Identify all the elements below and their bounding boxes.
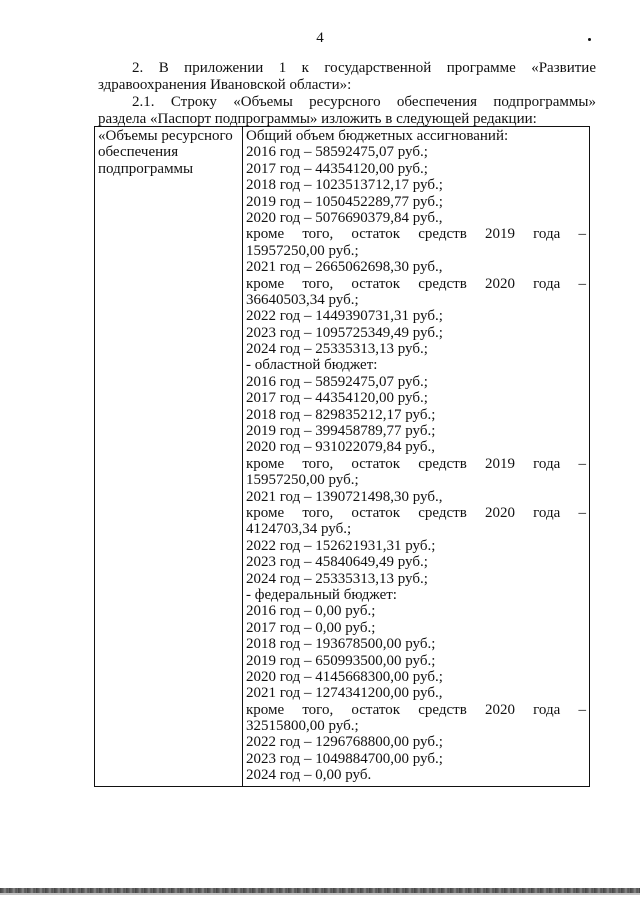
paragraph-2-1 [98, 94, 596, 128]
content-line: 2020 год – 931022079,84 руб., [246, 439, 435, 456]
word: программе [446, 60, 516, 76]
word: года [533, 226, 561, 243]
word: 2019 [484, 455, 515, 472]
content-line: 2020 год – 5076690379,84 руб., [246, 209, 443, 226]
content-line: 2023 год – 1049884700,00 руб.; [246, 750, 443, 767]
content-line: 15957250,00 руб.; [246, 472, 359, 489]
word: «Объемы [233, 94, 293, 110]
content-line: 36640503,34 руб.; [246, 291, 359, 308]
content-line: 2019 год – 650993500,00 руб.; [246, 652, 436, 669]
word: ресурсного [309, 94, 381, 110]
content-line: 2019 год – 399458789,77 руб.; [246, 423, 436, 440]
resource-label-cell [95, 127, 243, 787]
word: приложении [184, 60, 264, 76]
content-line: 15957250,00 руб.; [246, 242, 359, 259]
content-line: 2017 год – 44354120,00 руб.; [246, 390, 428, 407]
content-line: 2017 год – 0,00 руб.; [246, 619, 376, 636]
word: средств [418, 455, 467, 472]
label-line: обеспечения [98, 144, 179, 161]
word: года [533, 455, 561, 472]
word: года [533, 504, 561, 521]
content-line: 2023 год – 45840649,49 руб.; [246, 554, 428, 571]
word: кроме [246, 275, 285, 292]
label-line: подпрограммы [98, 160, 194, 177]
word: года [533, 701, 561, 718]
word: 2019 [484, 226, 515, 243]
scan-bottom-edge-shadow [0, 893, 640, 895]
word: 2020 [484, 701, 515, 718]
content-line: 2021 год – 2665062698,30 руб., [246, 259, 443, 276]
word: – [578, 275, 586, 292]
content-line: 2021 год – 1390721498,30 руб., [246, 488, 443, 505]
content-line: 2017 год – 44354120,00 руб.; [246, 160, 428, 177]
word: обеспечения [396, 94, 478, 110]
content-line: 2020 год – 4145668300,00 руб.; [246, 668, 443, 685]
word: 2020 [484, 275, 515, 292]
word: В [158, 60, 169, 76]
word: – [578, 455, 586, 472]
word: кроме [246, 701, 285, 718]
justified-line [246, 226, 586, 242]
word: – [578, 226, 586, 243]
word: средств [418, 504, 467, 521]
scan-speck [588, 38, 591, 41]
word: года [533, 275, 561, 292]
content-line: 2016 год – 58592475,07 руб.; [246, 144, 428, 161]
word: средств [418, 701, 467, 718]
paragraph-2-1-line-2: раздела «Паспорт подпрограммы» изложить в следующей редакции: [98, 111, 537, 127]
content-line: 2024 год – 25335313,13 руб.; [246, 341, 428, 358]
word: государственной [324, 60, 432, 76]
content-line: - федеральный бюджет: [246, 586, 397, 603]
word: того, [302, 226, 334, 243]
table-row [95, 127, 590, 787]
content-line: 2018 год – 1023513712,17 руб.; [246, 177, 443, 194]
justified-line [246, 505, 586, 521]
word: 2. [132, 60, 144, 76]
justified-line [246, 276, 586, 292]
paragraph-2 [98, 60, 596, 94]
word: Строку [170, 94, 217, 110]
word: того, [302, 455, 334, 472]
word: подпрограммы» [493, 94, 596, 110]
label-line: «Объемы ресурсного [98, 128, 233, 144]
word: остаток [351, 226, 401, 243]
resource-content-cell [243, 127, 590, 787]
content-line: 4124703,34 руб.; [246, 521, 352, 538]
word: кроме [246, 504, 285, 521]
word: к [301, 60, 309, 76]
word: – [578, 504, 586, 521]
content-line: 2022 год – 1296768800,00 руб.; [246, 734, 443, 751]
justified-line [246, 456, 586, 472]
content-line: 32515800,00 руб.; [246, 718, 359, 735]
content-line: 2019 год – 1050452289,77 руб.; [246, 193, 443, 210]
content-line: 2021 год – 1274341200,00 руб., [246, 685, 443, 702]
paragraph-2-line-1 [132, 60, 596, 77]
content-line: 2024 год – 0,00 руб. [246, 767, 372, 784]
paragraph-2-1-line-1 [132, 94, 596, 111]
word: остаток [351, 701, 401, 718]
content-line: 2022 год – 152621931,31 руб.; [246, 537, 436, 554]
passport-table [94, 126, 590, 787]
content-line: 2024 год – 25335313,13 руб.; [246, 570, 428, 587]
word: 1 [278, 60, 287, 76]
paragraph-2-line-2: здравоохранения Ивановской области»: [98, 77, 352, 93]
content-line: 2016 год – 58592475,07 руб.; [246, 373, 428, 390]
word: остаток [351, 275, 401, 292]
page-number: 4 [316, 30, 324, 46]
content-line: 2018 год – 193678500,00 руб.; [246, 636, 436, 653]
content-line: 2022 год – 1449390731,31 руб.; [246, 308, 443, 325]
word: остаток [351, 504, 401, 521]
content-line: 2018 год – 829835212,17 руб.; [246, 406, 436, 423]
content-line: 2016 год – 0,00 руб.; [246, 603, 376, 620]
word: средств [418, 226, 467, 243]
justified-line [246, 702, 586, 718]
word: «Развитие [531, 60, 596, 76]
content-line: - областной бюджет: [246, 357, 378, 374]
content-line: 2023 год – 1095725349,49 руб.; [246, 324, 443, 341]
word: кроме [246, 455, 285, 472]
word: 2.1. [132, 94, 155, 110]
word: остаток [351, 455, 401, 472]
content-line: Общий объем бюджетных ассигнований: [246, 128, 509, 144]
word: средств [418, 275, 467, 292]
word: того, [302, 701, 334, 718]
word: кроме [246, 226, 285, 243]
word: того, [302, 275, 334, 292]
word: того, [302, 504, 334, 521]
word: – [578, 701, 586, 718]
word: 2020 [484, 504, 515, 521]
